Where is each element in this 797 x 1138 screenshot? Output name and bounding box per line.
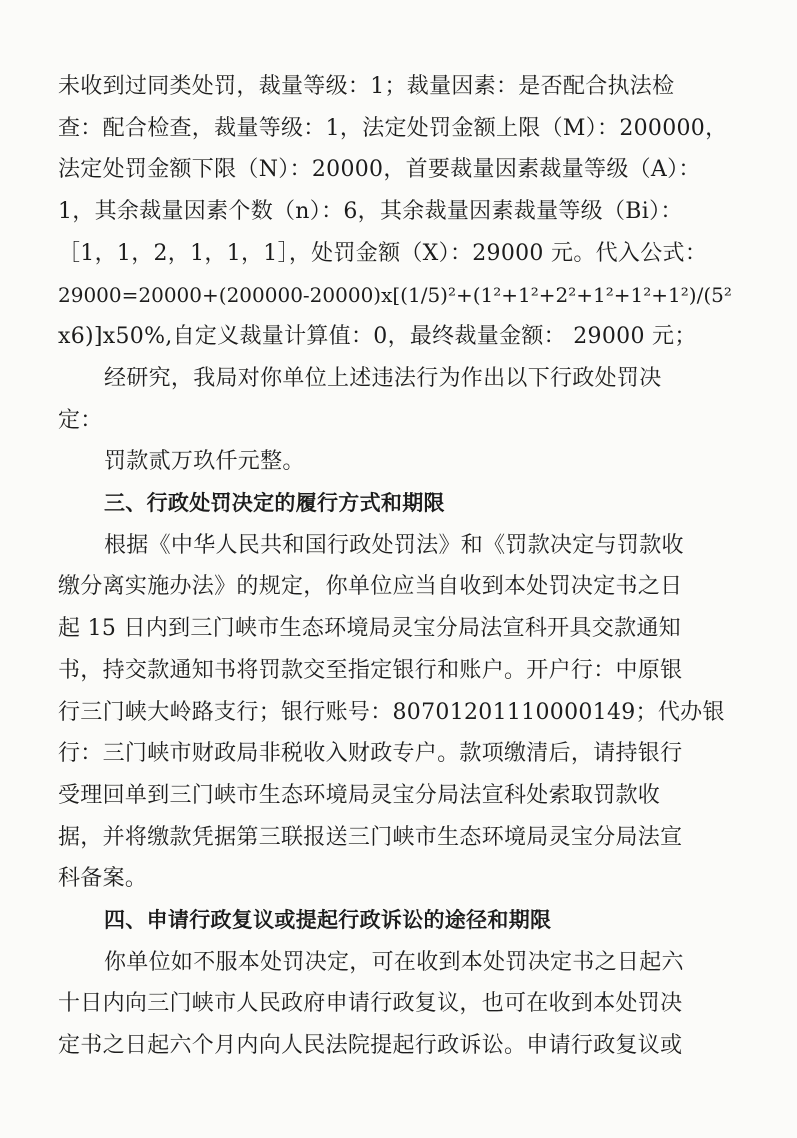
text-line-18: 受理回单到三门峡市生态环境局灵宝分局法宣科处索取罚款收 — [58, 782, 661, 808]
text-line-24: 定书之日起六个月内向人民法院提起行政诉讼。申请行政复议或 — [58, 1033, 683, 1059]
formula-line-2: x6)]x50%,自定义裁量计算值：0，最终裁量金额： 29000 元； — [58, 324, 697, 350]
text-line-4: 1，其余裁量因素个数（n）：6，其余裁量因素裁量等级（Bi）： — [58, 199, 683, 225]
section-heading-4: 四、申请行政复议或提起行政诉讼的途径和期限 — [104, 908, 552, 933]
text-line-15: 书，持交款通知书将罚款交至指定银行和账户。开户行：中原银 — [58, 657, 683, 683]
bank-account-line: 行三门峡大岭路支行；银行账号：80701201110000149；代办银 — [58, 699, 725, 725]
penalty-amount: 罚款贰万玖仟元整。 — [104, 449, 305, 475]
paragraph-decision-intro: 经研究，我局对你单位上述违法行为作出以下行政处罚决 — [104, 365, 662, 391]
text-line-17: 行：三门峡市财政局非税收入财政专户。款项缴清后，请持银行 — [58, 741, 683, 767]
section-heading-3: 三、行政处罚决定的履行方式和期限 — [104, 491, 445, 516]
formula-line-1: 29000=20000+(200000-20000)x[(1/5)²+(1²+1²+2²+1²+1²+1²)/(5² — [58, 282, 732, 307]
paragraph-appeal-intro: 你单位如不服本处罚决定，可在收到本处罚决定书之日起六 — [104, 949, 684, 975]
text-line-14: 起 15 日内到三门峡市生态环境局灵宝分局法宣科开具交款通知 — [58, 616, 681, 642]
text-line-1: 未收到过同类处罚，裁量等级：1；裁量因素：是否配合执法检 — [58, 74, 675, 99]
text-line-20: 科备案。 — [58, 866, 148, 892]
text-line-9: 定： — [58, 407, 103, 433]
text-line-5: ［1，1，2，1，1，1］，处罚金额（X）：29000 元。代入公式： — [58, 240, 708, 266]
text-line-23: 十日内向三门峡市人民政府申请行政复议，也可在收到本处罚决 — [58, 991, 683, 1017]
text-line-19: 据，并将缴款凭据第三联报送三门峡市生态环境局灵宝分局法宣 — [58, 824, 683, 850]
text-line-13: 缴分离实施办法》的规定，你单位应当自收到本处罚决定书之日 — [58, 574, 683, 600]
text-line-3: 法定处罚金额下限（N）：20000，首要裁量因素裁量等级（A）： — [58, 157, 701, 183]
paragraph-payment-intro: 根据《中华人民共和国行政处罚法》和《罚款决定与罚款收 — [104, 532, 684, 558]
text-line-2: 查：配合检查，裁量等级：1，法定处罚金额上限（M）：200000， — [58, 115, 728, 141]
